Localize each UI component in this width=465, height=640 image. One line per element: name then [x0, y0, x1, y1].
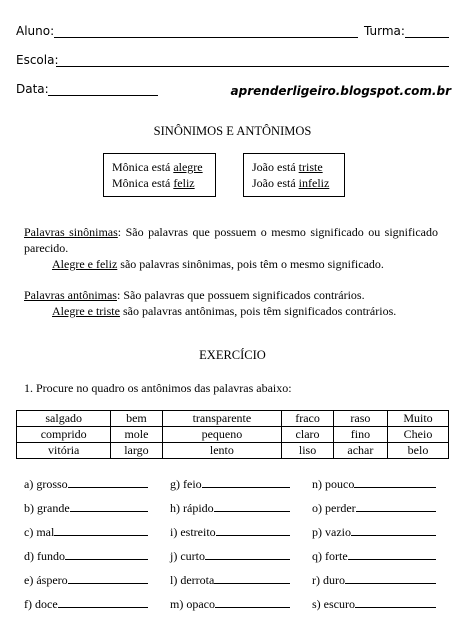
word-table — [16, 410, 449, 459]
table-row — [17, 427, 449, 443]
antonimos-paragraph — [24, 287, 438, 319]
table-cell: Cheio — [388, 427, 449, 443]
answer-blank[interactable] — [68, 476, 148, 488]
box1-word-alegre: alegre — [173, 160, 203, 174]
exercise-label: e) áspero — [24, 573, 68, 587]
example-box-triste — [243, 153, 345, 197]
escola-field[interactable] — [56, 66, 449, 67]
answer-blank[interactable] — [214, 572, 290, 584]
box2-word-triste: triste — [298, 160, 323, 174]
table-cell: bem — [111, 411, 162, 427]
exercise-title: EXERCÍCIO — [199, 348, 266, 362]
exercise-label: o) perder — [312, 501, 356, 515]
blog-url: aprenderligeiro.blogspot.com.br — [230, 84, 451, 98]
exercise-label: j) curto — [170, 549, 205, 563]
table-cell: lento — [162, 443, 282, 459]
answer-blank[interactable] — [215, 596, 290, 608]
answer-blank[interactable] — [58, 596, 148, 608]
table-cell: achar — [333, 443, 387, 459]
exercise-label: f) doce — [24, 597, 58, 611]
exercise-item — [312, 572, 436, 588]
exercise-label: i) estreito — [170, 525, 216, 539]
answer-blank[interactable] — [65, 548, 148, 560]
exercise-item — [170, 548, 290, 564]
sinonimos-term: Palavras sinônimas — [24, 225, 118, 239]
sinonimos-example-text: são palavras sinônimas, pois têm o mesmo significado. — [117, 257, 384, 271]
answer-blank[interactable] — [354, 476, 436, 488]
data-field[interactable] — [48, 95, 158, 96]
sinonimos-definition: : São palavras que possuem o mesmo significado ou significado parecido. — [24, 225, 438, 255]
table-cell: fraco — [282, 411, 334, 427]
exercise-label: a) grosso — [24, 477, 68, 491]
exercise-item — [312, 596, 436, 612]
table-row — [17, 443, 449, 459]
table-cell: salgado — [17, 411, 111, 427]
table-cell: comprido — [17, 427, 111, 443]
answer-blank[interactable] — [205, 548, 290, 560]
table-cell: vitória — [17, 443, 111, 459]
answer-blank[interactable] — [70, 500, 148, 512]
escola-label: Escola: — [16, 53, 59, 67]
table-cell: claro — [282, 427, 334, 443]
table-cell: largo — [111, 443, 162, 459]
box1-prefix-1: Mônica está — [112, 160, 174, 174]
table-cell: raso — [333, 411, 387, 427]
exercise-instruction: 1. Procure no quadro os antônimos das palavras abaixo: — [24, 381, 292, 395]
exercise-item — [170, 572, 290, 588]
exercise-item — [170, 476, 290, 492]
exercise-label: q) forte — [312, 549, 348, 563]
table-cell: Muito — [388, 411, 449, 427]
answer-blank[interactable] — [355, 596, 436, 608]
answer-blank[interactable] — [348, 548, 436, 560]
exercise-item — [24, 596, 148, 612]
box2-prefix-2: João está — [252, 176, 299, 190]
exercise-item — [170, 596, 290, 612]
sinonimos-paragraph — [24, 224, 438, 272]
exercise-item — [24, 548, 148, 564]
box2-word-infeliz: infeliz — [298, 176, 330, 190]
sinonimos-example-term: Alegre e feliz — [52, 257, 118, 271]
table-cell: fino — [333, 427, 387, 443]
page-title: SINÔNIMOS E ANTÔNIMOS — [153, 124, 312, 138]
exercise-label: p) vazio — [312, 525, 351, 539]
table-cell: liso — [282, 443, 334, 459]
exercise-item — [24, 524, 148, 540]
exercise-label: r) duro — [312, 573, 345, 587]
exercise-item — [24, 500, 148, 516]
answer-blank[interactable] — [351, 524, 436, 536]
table-cell: mole — [111, 427, 162, 443]
exercise-item — [170, 524, 290, 540]
table-cell: pequeno — [162, 427, 282, 443]
antonimos-term: Palavras antônimas — [24, 288, 117, 302]
aluno-field[interactable] — [54, 37, 358, 38]
exercise-item — [312, 524, 436, 540]
answer-blank[interactable] — [356, 500, 436, 512]
exercise-item — [170, 500, 290, 516]
exercise-item — [312, 500, 436, 516]
answer-blank[interactable] — [54, 524, 148, 536]
exercise-label: n) pouco — [312, 477, 355, 491]
antonimos-example-text: são palavras antônimas, pois têm significados contrários. — [119, 304, 397, 318]
box1-prefix-2: Mônica está — [112, 176, 174, 190]
exercise-label: s) escuro — [312, 597, 355, 611]
antonimos-example-term: Alegre e triste — [52, 304, 120, 318]
exercise-item — [24, 572, 148, 588]
exercise-label: b) grande — [24, 501, 70, 515]
exercise-label: c) mal — [24, 525, 55, 539]
turma-field[interactable] — [405, 37, 449, 38]
exercise-label: d) fundo — [24, 549, 65, 563]
aluno-label: Aluno: — [16, 24, 55, 38]
answer-blank[interactable] — [68, 572, 148, 584]
antonimos-definition: : São palavras que possuem significados contrários. — [116, 288, 365, 302]
box1-word-feliz: feliz — [173, 176, 195, 190]
exercise-item — [24, 476, 148, 492]
sinonimos-example — [24, 256, 438, 272]
table-cell: belo — [388, 443, 449, 459]
exercise-label: l) derrota — [170, 573, 215, 587]
box2-prefix-1: João está — [252, 160, 299, 174]
answer-blank[interactable] — [214, 500, 290, 512]
turma-label: Turma: — [364, 24, 405, 38]
antonimos-example — [24, 303, 438, 319]
data-label: Data: — [16, 82, 49, 96]
answer-blank[interactable] — [345, 572, 436, 584]
exercise-item — [312, 476, 436, 492]
table-row — [17, 411, 449, 427]
table-cell: transparente — [162, 411, 282, 427]
example-box-alegre — [103, 153, 216, 197]
answer-blank[interactable] — [202, 476, 290, 488]
answer-blank[interactable] — [216, 524, 290, 536]
exercise-item — [312, 548, 436, 564]
exercise-label: m) opaco — [170, 597, 215, 611]
exercise-label: h) rápido — [170, 501, 214, 515]
exercise-label: g) feio — [170, 477, 202, 491]
